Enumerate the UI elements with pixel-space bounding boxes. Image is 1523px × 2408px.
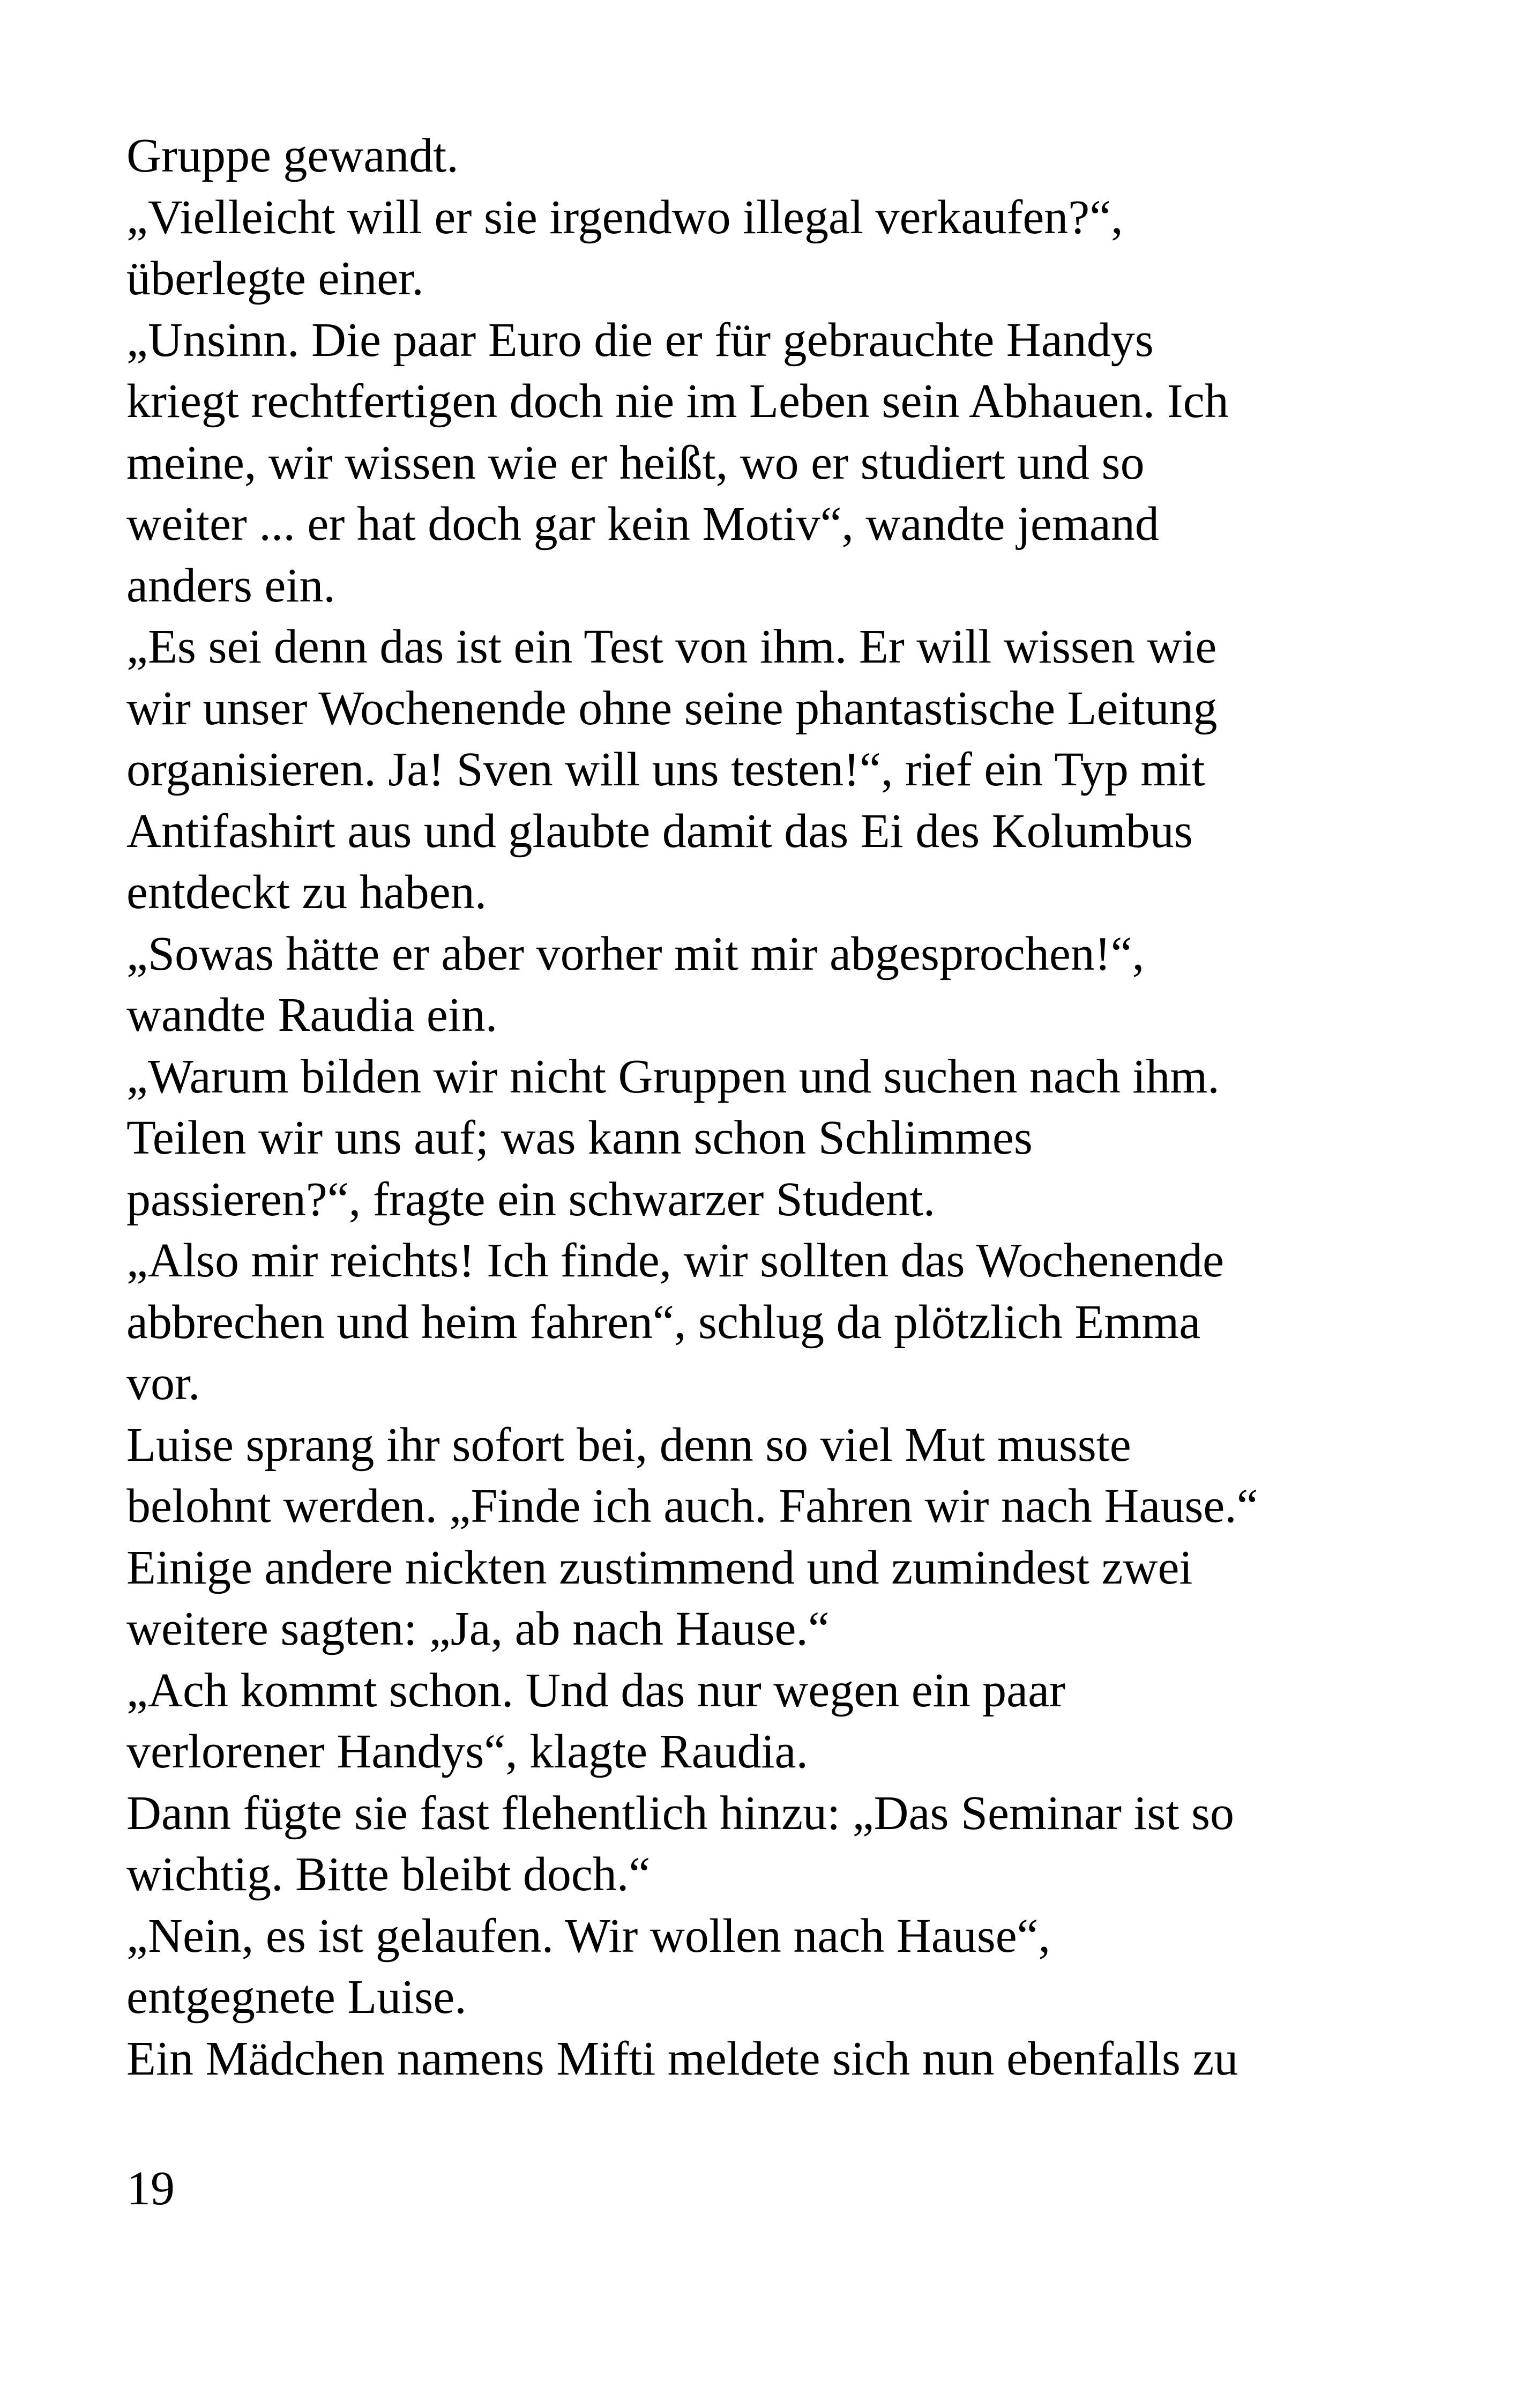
text-line: anders ein. [126,559,335,612]
text-line: belohnt werden. „Finde ich auch. Fahren wir nach Hause.“ [126,1480,1258,1533]
text-line: vor. [126,1357,200,1410]
text-line: meine, wir wissen wie er heißt, wo er studiert und so [126,436,1145,489]
text-line: weiter ... er hat doch gar kein Motiv“, wandte jemand [126,497,1159,551]
text-line: verlorener Handys“, klagte Raudia. [126,1725,808,1778]
text-line: „Unsinn. Die paar Euro die er für gebrauchte Handys [126,313,1154,367]
text-line: „Es sei denn das ist ein Test von ihm. Er will wissen wie [126,620,1217,673]
page-number: 19 [126,2162,175,2215]
text-line: „Warum bilden wir nicht Gruppen und suchen nach ihm. [126,1050,1220,1103]
text-line: Antifashirt aus und glaubte damit das Ei des Kolumbus [126,804,1193,858]
body-text [126,125,1413,2090]
text-line: kriegt rechtfertigen doch nie im Leben sein Abhauen. Ich [126,375,1229,428]
text-line: Einige andere nickten zustimmend und zumindest zwei [126,1541,1193,1594]
text-line: Ein Mädchen namens Mifti meldete sich nun ebenfalls zu [126,2032,1238,2085]
text-line: Luise sprang ihr sofort bei, denn so viel Mut musste [126,1418,1131,1471]
text-line: „Also mir reichts! Ich finde, wir sollten das Wochenende [126,1234,1224,1287]
text-line: wir unser Wochenende ohne seine phantastische Leitung [126,681,1218,735]
text-line: entgegnete Luise. [126,1971,467,2024]
text-line: passieren?“, fragte ein schwarzer Student. [126,1172,936,1226]
text-line: „Sowas hätte er aber vorher mit mir abgesprochen!“, [126,927,1145,980]
text-line: „Nein, es ist gelaufen. Wir wollen nach Hause“, [126,1909,1051,1963]
text-line: weitere sagten: „Ja, ab nach Hause.“ [126,1602,830,1655]
text-line: Gruppe gewandt. [126,129,459,182]
text-line: organisieren. Ja! Sven will uns testen!“, rief ein Typ mit [126,743,1205,796]
text-line: wandte Raudia ein. [126,989,498,1042]
text-line: entdeckt zu haben. [126,866,487,919]
text-line: wichtig. Bitte bleibt doch.“ [126,1848,651,1901]
text-line: abbrechen und heim fahren“, schlug da plötzlich Emma [126,1295,1201,1349]
text-line: überlegte einer. [126,252,424,305]
text-line: „Ach kommt schon. Und das nur wegen ein paar [126,1663,1066,1717]
text-line: Teilen wir uns auf; was kann schon Schlimmes [126,1111,1033,1164]
text-line: Dann fügte sie fast flehentlich hinzu: „Das Seminar ist so [126,1786,1234,1840]
text-line: „Vielleicht will er sie irgendwo illegal verkaufen?“, [126,190,1123,244]
